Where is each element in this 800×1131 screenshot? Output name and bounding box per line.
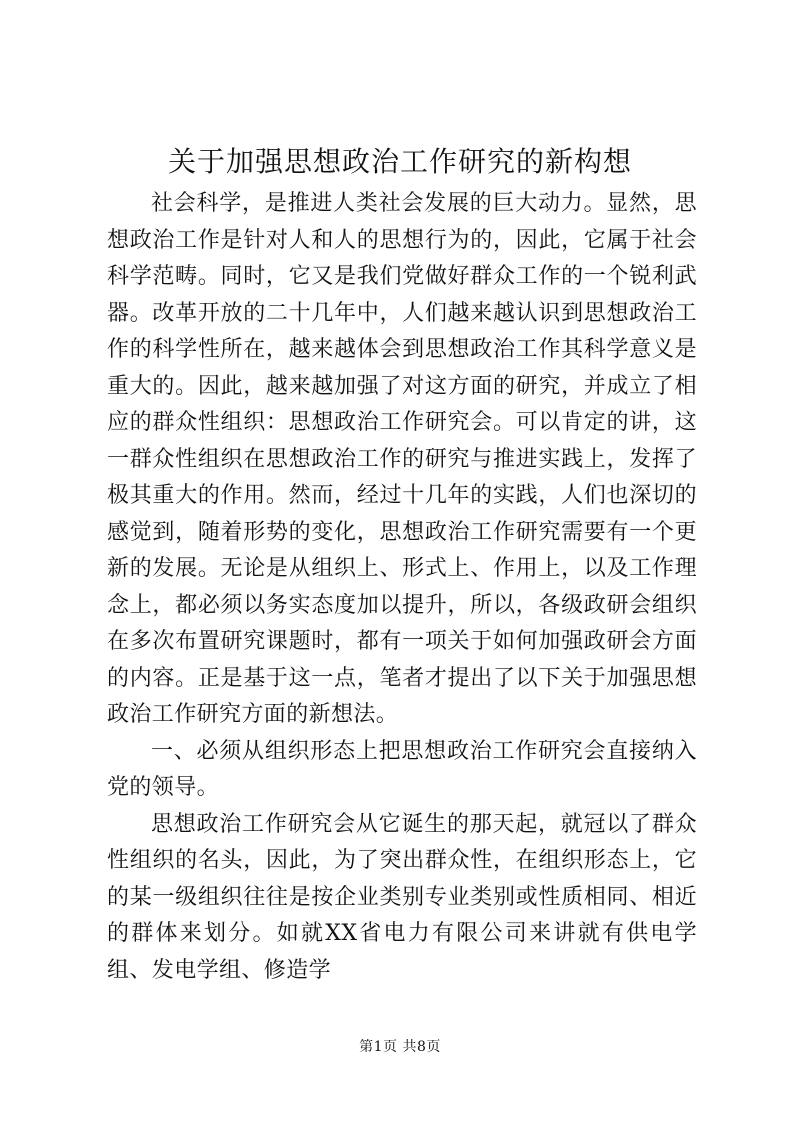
document-body — [107, 186, 697, 989]
paragraph-section-body: 思想政治工作研究会从它诞生的那天起，就冠以了群众性组织的名头，因此，为了突出群众性，在组织形态上，它的某一级组织往往是按企业类别专业类别或性质相同、相近的群体来划分。如就XX省电力有限公司来讲就有供电学组、发电学组、修造学 — [107, 811, 697, 983]
paragraph-intro: 社会科学，是推进人类社会发展的巨大动力。显然，思想政治工作是针对人和人的思想行为的，因此，它属于社会科学范畴。同时，它又是我们党做好群众工作的一个锐利武器。改革开放的二十几年中，人们越来越认识到思想政治工作的科学性所在，越来越体会到思想政治工作其科学意义是重大的。因此，越来越加强了对这方面的研究，并成立了相应的群众性组织：思想政治工作研究会。可以肯定的讲，这一群众性组织在思想政治工作的研究与推进实践上，发挥了极其重大的作用。然而，经过十几年的实践，人们也深切的感觉到，随着形势的变化，思想政治工作研究需要有一个更新的发展。无论是从组织上、形式上、作用上，以及工作理念上，都必须以务实态度加以提升，所以，各级政研会组织在多次布置研究课题时，都有一项关于如何加强政研会方面的内容。正是基于这一点，笔者才提出了以下关于加强思想政治工作研究方面的新想法。 — [107, 191, 697, 727]
document-title: 关于加强思想政治工作研究的新构想 — [167, 145, 632, 178]
paragraph-section-heading: 一、必须从组织形态上把思想政治工作研究会直接纳入党的领导。 — [107, 738, 697, 800]
page-footer: 第1页 共8页 — [359, 1039, 441, 1055]
